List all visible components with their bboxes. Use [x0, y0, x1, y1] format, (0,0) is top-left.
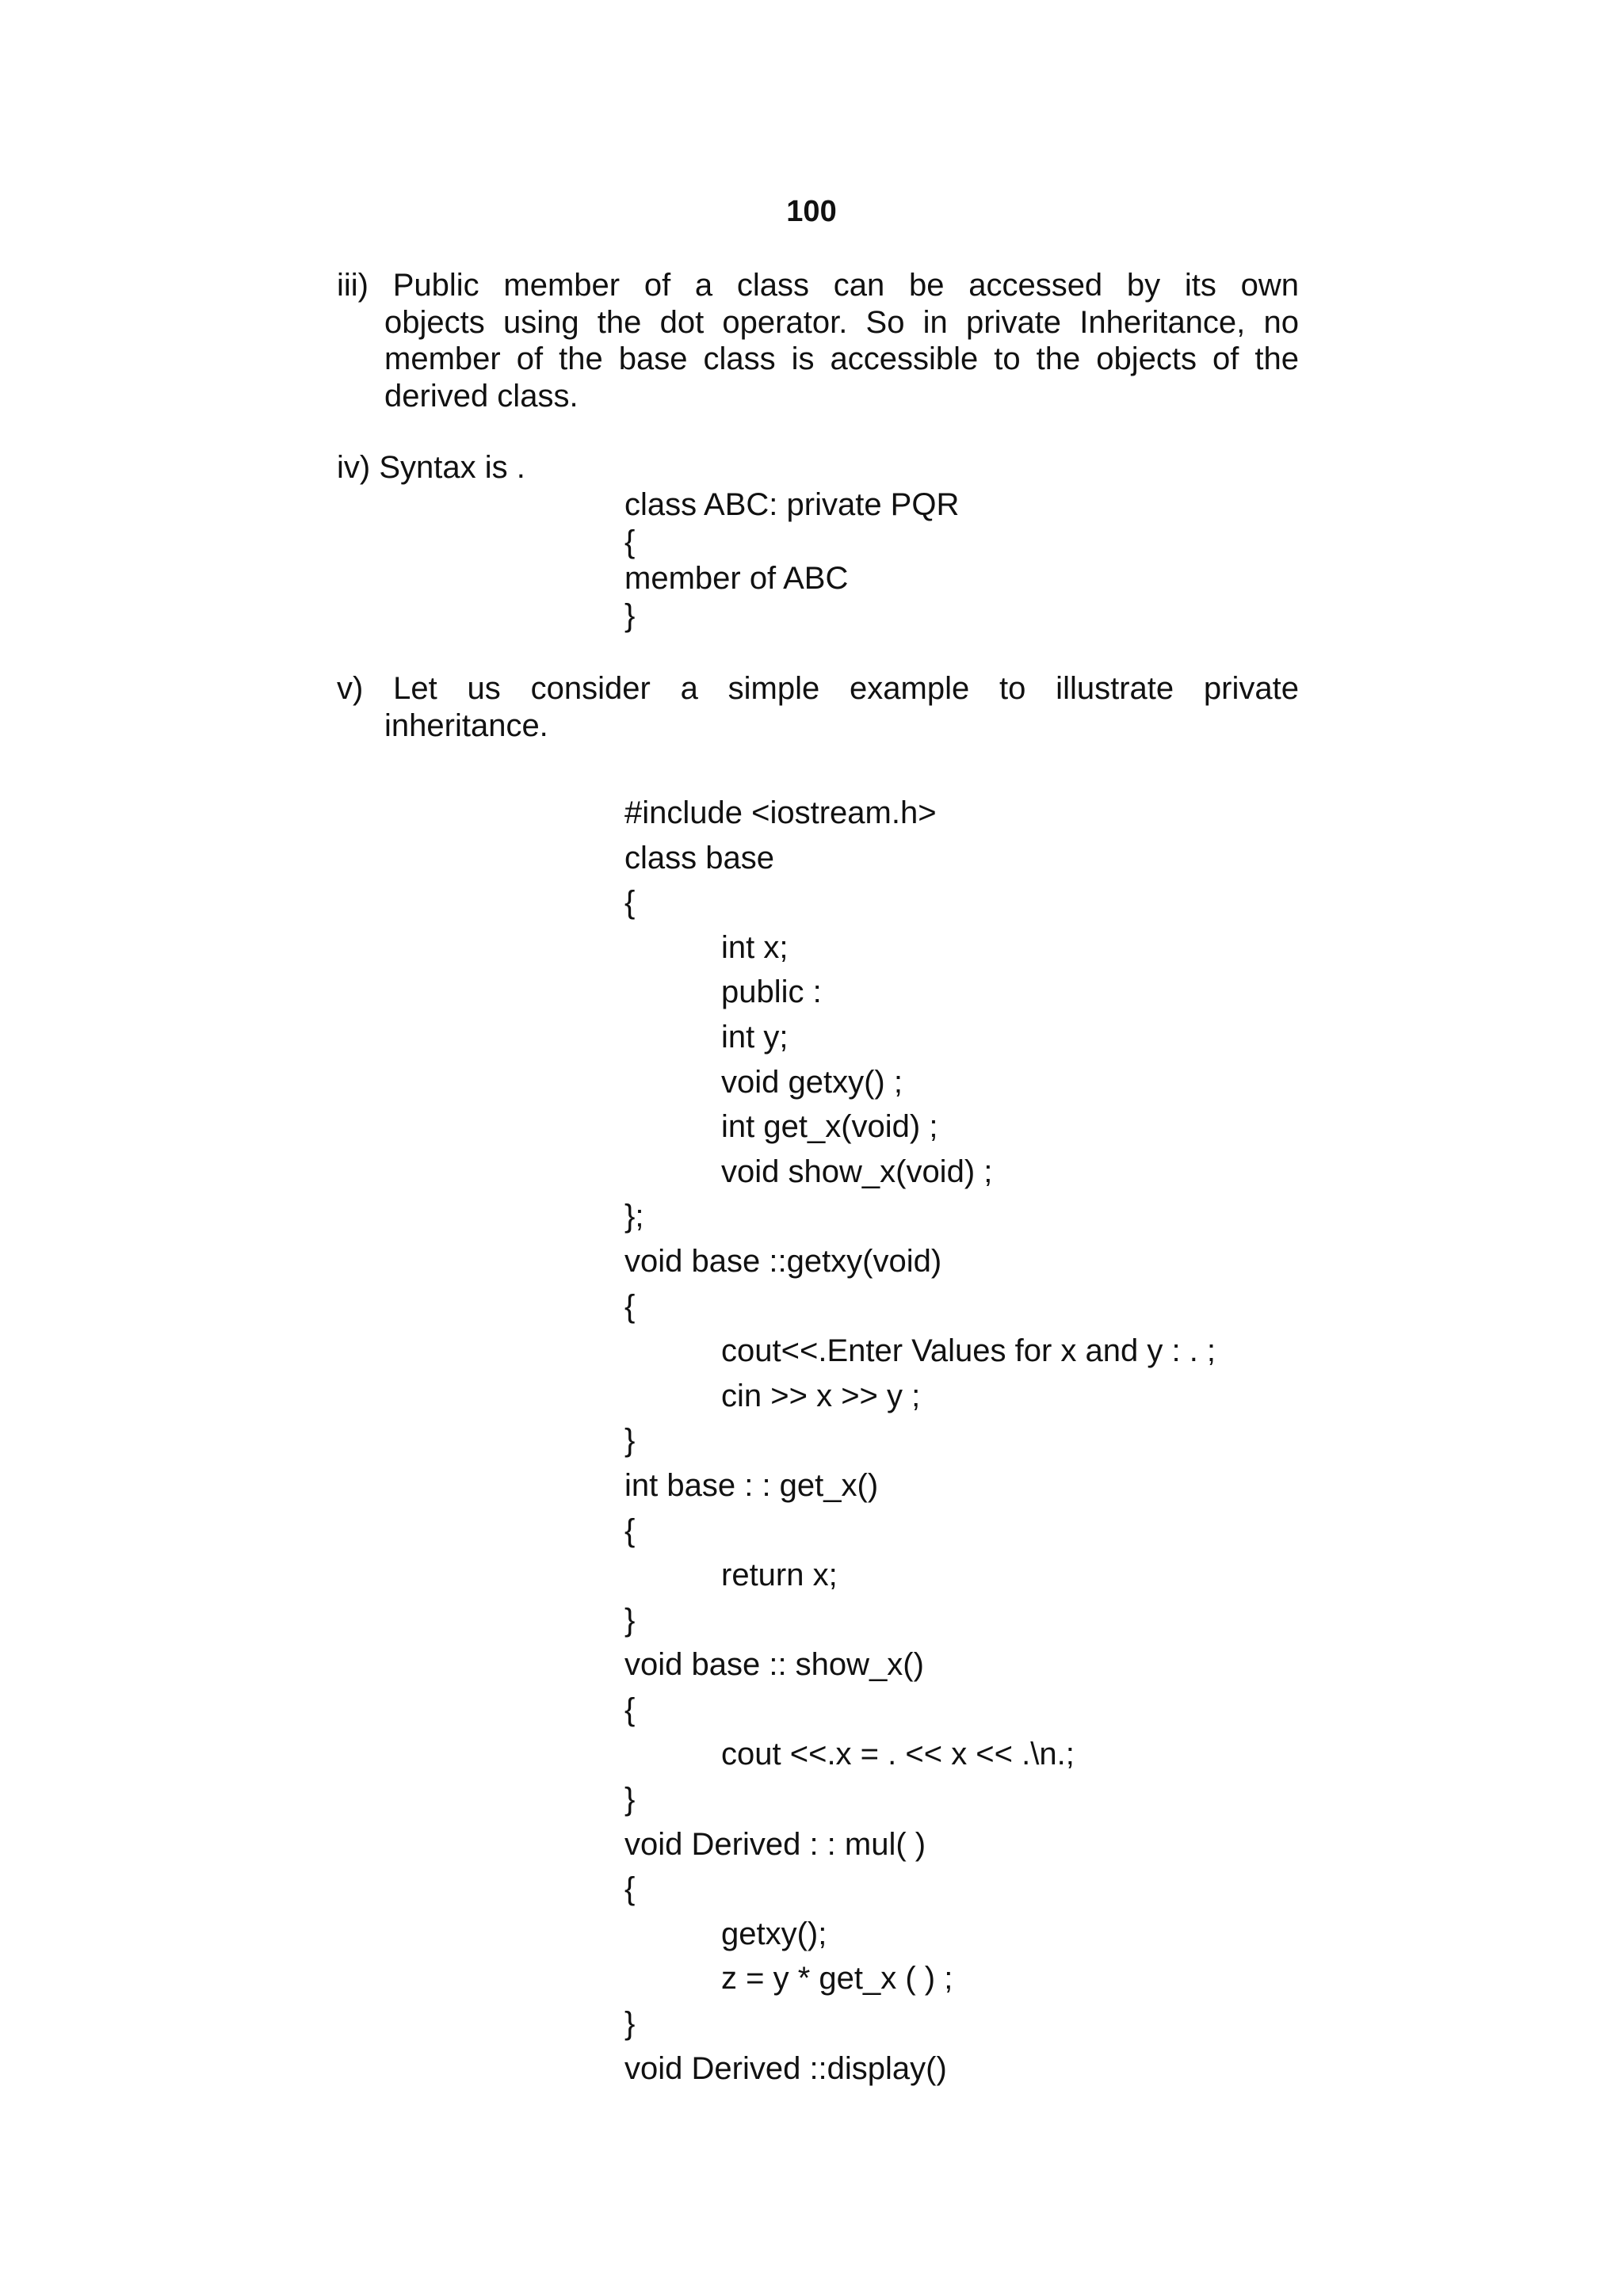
code-line: void Derived ::display(): [624, 2050, 947, 2086]
code-line: cout<<.Enter Values for x and y : . ;: [721, 1333, 1216, 1369]
paragraph-line: inheritance.: [384, 707, 548, 743]
code-line: {: [624, 1288, 636, 1324]
code-line: void show_x(void) ;: [721, 1154, 993, 1189]
code-line: getxy();: [721, 1916, 827, 1951]
paragraph-v: [337, 670, 1299, 744]
code-line: int y;: [721, 1019, 789, 1055]
page-number: 100: [786, 195, 837, 228]
code-line: }: [624, 1423, 636, 1459]
code-line: void Derived : : mul( ): [624, 1826, 926, 1862]
code-line: class base: [624, 840, 774, 875]
paragraph-iii: [337, 267, 1299, 414]
code-line: z = y * get_x ( ) ;: [721, 1961, 953, 1997]
paragraph-line: v) Let us consider a simple example to illustrate private: [337, 671, 1299, 706]
code-line: int base : : get_x(): [624, 1467, 879, 1503]
paragraph-line: derived class.: [384, 378, 579, 414]
paragraph-line: iv) Syntax is .: [337, 450, 525, 485]
code-line: {: [624, 1691, 636, 1727]
paragraph-line: member of the base class is accessible to the objects of the: [384, 341, 1299, 376]
syntax-line: member of ABC: [624, 561, 849, 596]
syntax-line: class ABC: private PQR: [624, 487, 960, 522]
code-line: #include <iostream.h>: [624, 795, 937, 830]
code-line: }: [624, 2006, 636, 2042]
syntax-code-block: [624, 486, 959, 634]
code-line: {: [624, 885, 636, 921]
syntax-line: {: [624, 524, 636, 559]
paragraph-line: iii) Public member of a class can be accessed by its own: [337, 268, 1299, 303]
code-line: cout <<.x = . << x << .\n.;: [721, 1737, 1075, 1772]
code-line: public :: [721, 974, 822, 1010]
syntax-line: }: [624, 597, 636, 633]
code-line: int get_x(void) ;: [721, 1109, 938, 1145]
code-line: }: [624, 1782, 636, 1817]
example-code-block: [624, 791, 1216, 2091]
code-line: void base :: show_x(): [624, 1647, 924, 1683]
code-line: {: [624, 1871, 636, 1907]
paragraph-iv: [337, 449, 1299, 486]
code-line: }: [624, 1602, 636, 1638]
paragraph-line: objects using the dot operator. So in private Inheritance, no: [384, 304, 1299, 340]
code-line: {: [624, 1512, 636, 1548]
code-line: void getxy() ;: [721, 1064, 903, 1100]
code-line: void base ::getxy(void): [624, 1243, 942, 1279]
code-line: };: [624, 1199, 644, 1234]
code-line: return x;: [721, 1558, 838, 1593]
code-line: int x;: [721, 929, 789, 965]
code-line: cin >> x >> y ;: [721, 1378, 921, 1413]
